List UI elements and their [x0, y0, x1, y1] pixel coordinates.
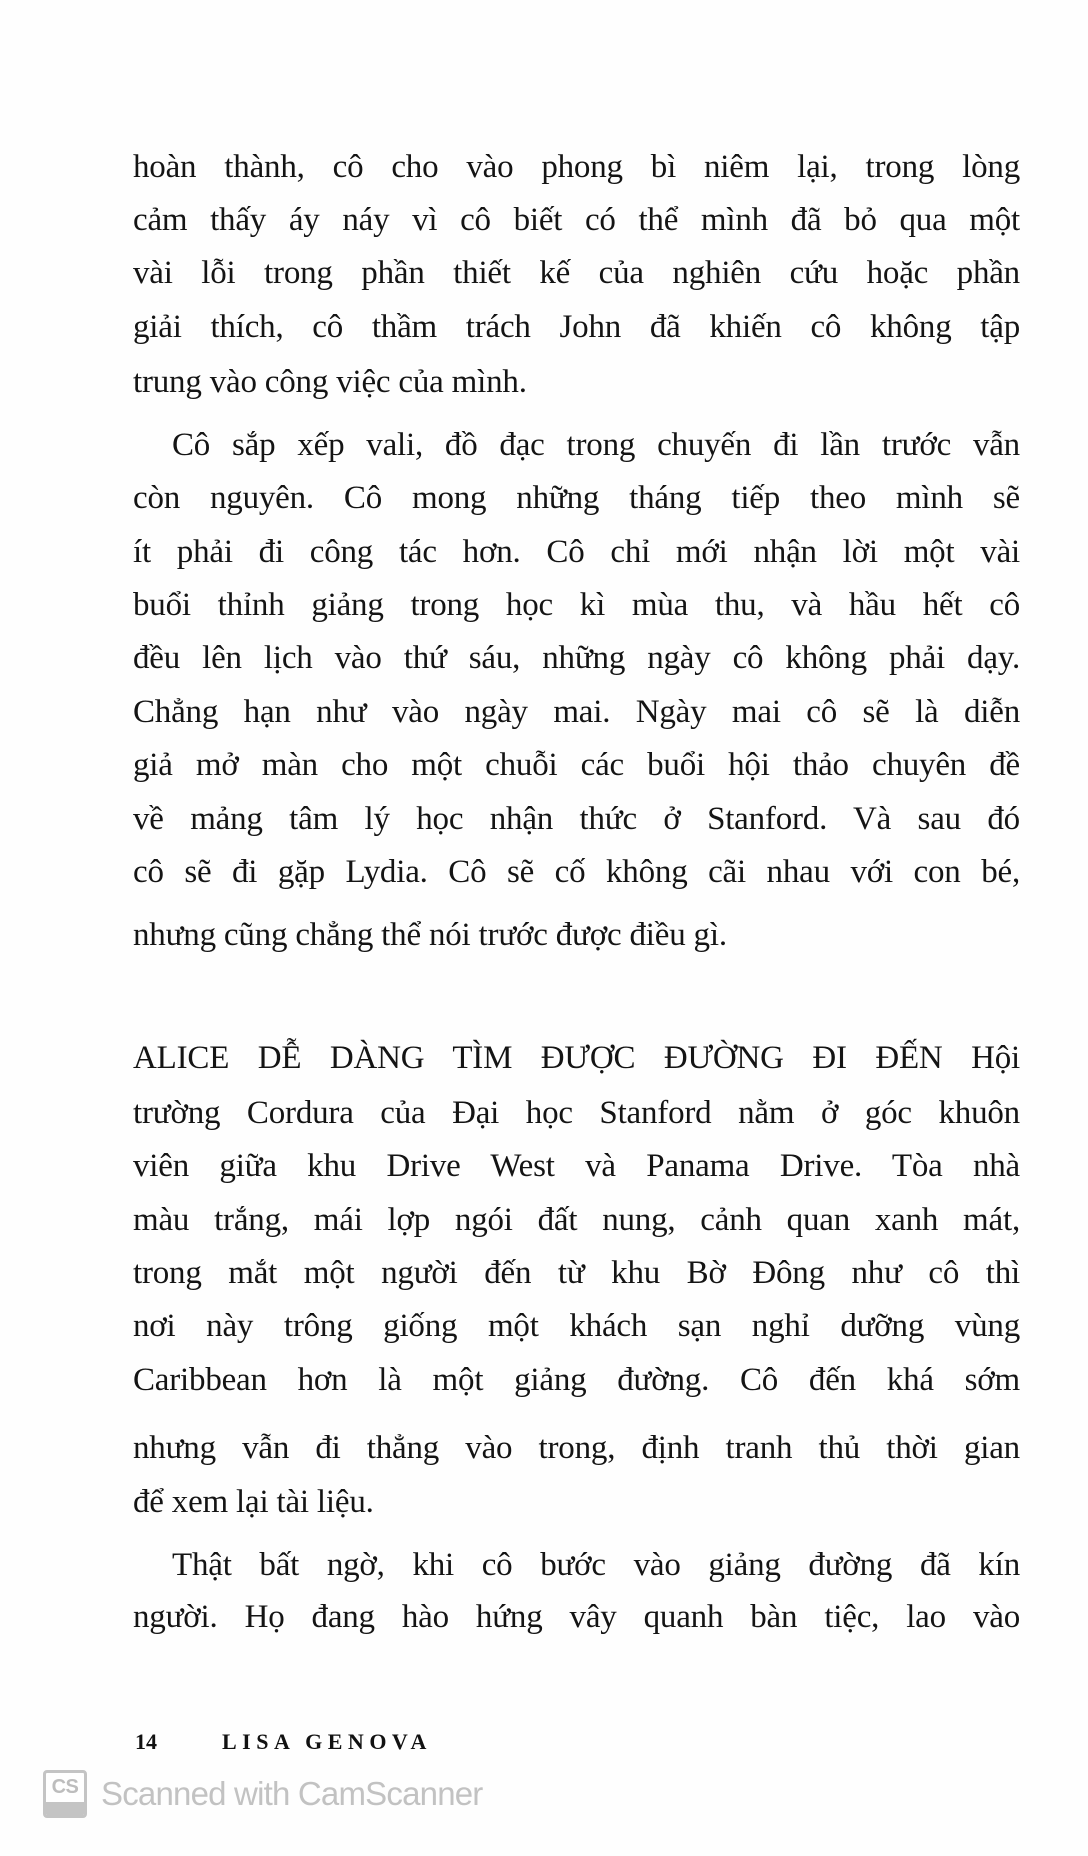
paragraph-2-line-8: về mảng tâm lý học nhận thức ở Stanford. Và sau đó: [133, 801, 1020, 837]
camscanner-logo-icon: [43, 1770, 87, 1818]
camscanner-logo-text: CS: [51, 1776, 79, 1798]
paragraph-3-line-6: nơi này trông giống một khách sạn nghỉ dưỡng vùng: [133, 1308, 1020, 1344]
paragraph-2-line-10: nhưng cũng chẳng thể nói trước được điều gì.: [133, 917, 727, 953]
paragraph-2-line-4: buổi thỉnh giảng trong học kì mùa thu, và hầu hết cô: [133, 587, 1020, 623]
camscanner-logo-bar: [46, 1802, 84, 1815]
paragraph-1-line-5: trung vào công việc của mình.: [133, 364, 527, 400]
paragraph-4-line-1: Thật bất ngờ, khi cô bước vào giảng đường đã kín: [172, 1547, 1020, 1583]
paragraph-1-line-1: hoàn thành, cô cho vào phong bì niêm lại, trong lòng: [133, 149, 1020, 185]
paragraph-2-line-7: giả mở màn cho một chuỗi các buổi hội thảo chuyên đề: [133, 747, 1020, 783]
author-name: LISA GENOVA: [222, 1729, 432, 1754]
section-opening-line: ALICE DỄ DÀNG TÌM ĐƯỢC ĐƯỜNG ĐI ĐẾN Hội: [133, 1040, 1020, 1076]
paragraph-2-line-3: ít phải đi công tác hơn. Cô chỉ mới nhận lời một vài: [133, 534, 1020, 570]
paragraph-2-line-2: còn nguyên. Cô mong những tháng tiếp theo mình sẽ: [133, 480, 1020, 516]
page-number: 14: [135, 1729, 157, 1754]
paragraph-3-line-4: màu trắng, mái lợp ngói đất nung, cảnh quan xanh mát,: [133, 1202, 1020, 1238]
paragraph-1-line-2: cảm thấy áy náy vì cô biết có thể mình đã bỏ qua một: [133, 202, 1020, 238]
camscanner-watermark: [43, 1769, 482, 1819]
paragraph-2-line-1: Cô sắp xếp vali, đồ đạc trong chuyến đi lần trước vẫn: [172, 427, 1020, 463]
paragraph-3-line-5: trong mắt một người đến từ khu Bờ Đông như cô thì: [133, 1255, 1020, 1291]
paragraph-3-line-9: để xem lại tài liệu.: [133, 1484, 374, 1520]
paragraph-3-line-7: Caribbean hơn là một giảng đường. Cô đến khá sớm: [133, 1362, 1020, 1398]
paragraph-3-line-2: trường Cordura của Đại học Stanford nằm ở góc khuôn: [133, 1095, 1020, 1131]
watermark-text: Scanned with CamScanner: [101, 1775, 483, 1812]
running-footer: [135, 1729, 432, 1755]
paragraph-2-line-6: Chẳng hạn như vào ngày mai. Ngày mai cô sẽ là diễn: [133, 694, 1020, 730]
paragraph-2-line-5: đều lên lịch vào thứ sáu, những ngày cô không phải dạy.: [133, 640, 1020, 676]
paragraph-1-line-4: giải thích, cô thầm trách John đã khiến cô không tập: [133, 309, 1020, 345]
paragraph-3-line-8: nhưng vẫn đi thẳng vào trong, định tranh thủ thời gian: [133, 1430, 1020, 1466]
paragraph-1-line-3: vài lỗi trong phần thiết kế của nghiên cứu hoặc phần: [133, 255, 1020, 291]
paragraph-4-line-2: người. Họ đang hào hứng vây quanh bàn tiệc, lao vào: [133, 1599, 1020, 1635]
paragraph-3-line-3: viên giữa khu Drive West và Panama Drive. Tòa nhà: [133, 1148, 1020, 1184]
paragraph-2-line-9: cô sẽ đi gặp Lydia. Cô sẽ cố không cãi nhau với con bé,: [133, 854, 1020, 890]
